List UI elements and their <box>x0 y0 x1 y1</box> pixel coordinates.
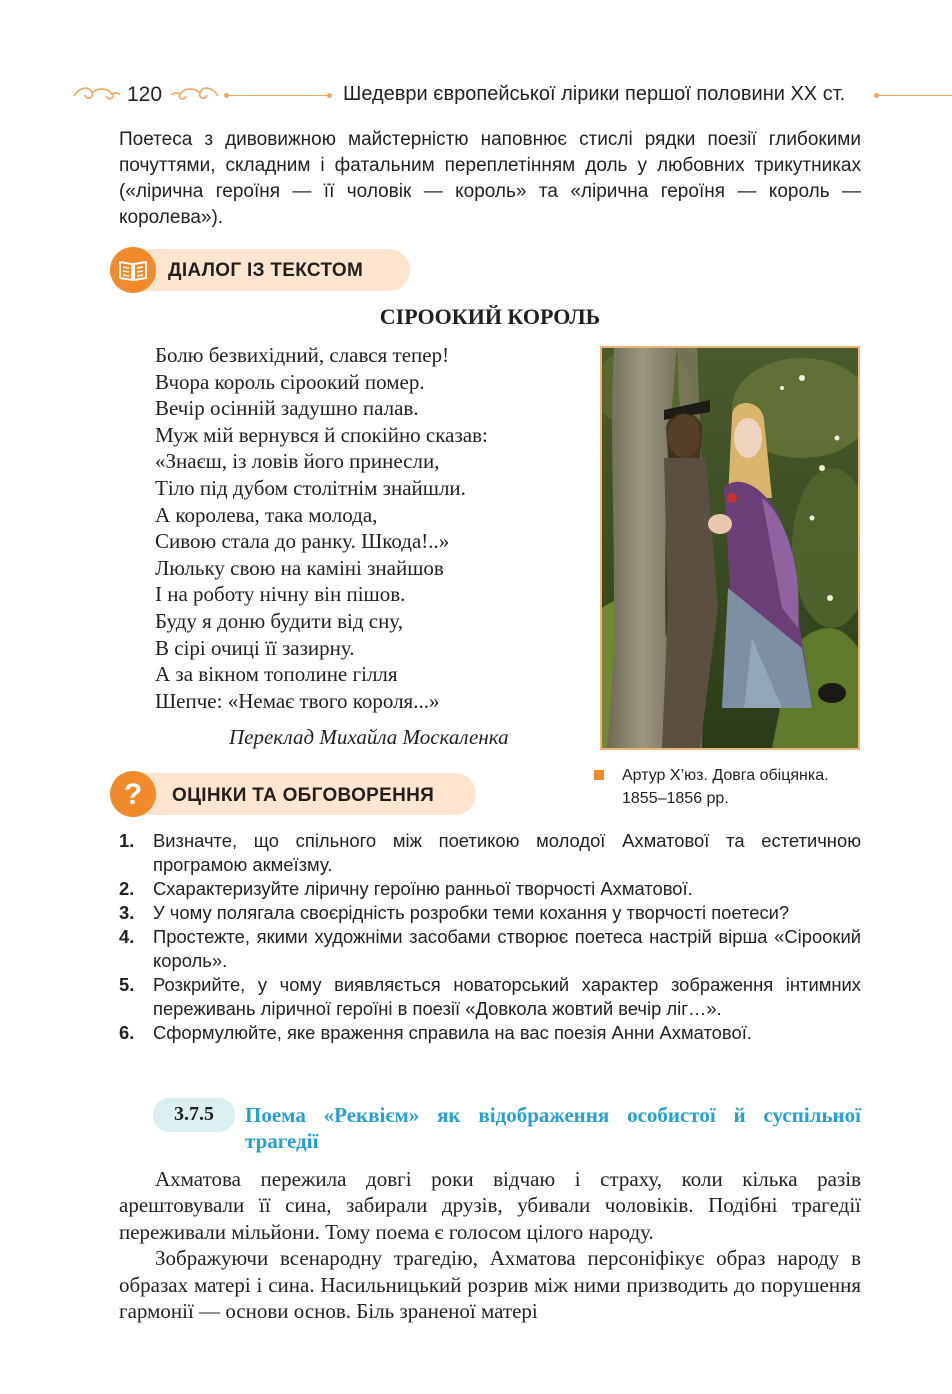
poem-line: І на роботу нічну він пішов. <box>155 582 406 607</box>
list-item <box>119 829 861 877</box>
question-text: У чому полягала своєрідність розробки теми кохання у творчості поетеси? <box>153 902 790 923</box>
painting-illustration <box>602 348 858 748</box>
painting-caption <box>622 764 829 810</box>
poem-line: Шепче: «Немає твого короля...» <box>155 688 440 713</box>
question-text: Сформулюйте, яке враження справила на вас поезія Анни Ахматової. <box>153 1022 752 1043</box>
poem-line: А королева, така молода, <box>155 502 378 527</box>
caption-marker <box>594 770 604 780</box>
question-mark-icon <box>110 771 156 817</box>
header-dot <box>327 93 332 98</box>
section-number-badge: 3.7.5 <box>153 1098 235 1132</box>
running-title: Шедеври європейської лірики першої половини ХХ ст. <box>343 83 846 105</box>
caption-title: Артур Х’юз. Довга обіцянка. <box>622 767 829 784</box>
discussion-section-label: ОЦІНКИ ТА ОБГОВОРЕННЯ <box>172 785 435 806</box>
open-book-icon <box>110 247 156 293</box>
poem-line: В сірі очиці її зазирну. <box>155 635 355 660</box>
list-item <box>119 925 861 973</box>
question-number: 1. <box>119 830 135 851</box>
body-paragraph: Зображуючи всенародну трагедію, Ахматова персоніфікує образ народу в образах матері і сина. Насильницький розрив між ними призводить до порушення гармонії — основи основ. Біль зраненої матері <box>119 1246 861 1324</box>
list-item <box>119 901 861 925</box>
list-item <box>119 973 861 1021</box>
right-ornament-icon <box>170 84 220 104</box>
list-item <box>119 877 861 901</box>
question-number: 4. <box>119 926 135 947</box>
question-number: 3. <box>119 902 135 923</box>
question-icon-badge <box>110 771 156 817</box>
list-item <box>119 1021 861 1045</box>
body-text <box>119 1166 861 1324</box>
question-text: Схарактеризуйте ліричну героїню ранньої творчості Ахматової. <box>153 878 693 899</box>
question-number: 5. <box>119 974 135 995</box>
poem-line: Вечір осінній задушно палав. <box>155 396 419 421</box>
book-icon-badge <box>110 247 156 293</box>
poem-line: «Знаєш, із ловів його принесли, <box>155 449 440 474</box>
body-paragraph: Ахматова пережила довгі роки відчаю і страху, коли кілька разів арештовували її сина, забирали друзів, убивали чоловіків. Подібні трагедії переживали мільйони. Тому поема є голосом цілого народу. <box>119 1167 861 1244</box>
question-number: 2. <box>119 878 135 899</box>
header-rule-left <box>229 95 329 96</box>
question-list <box>119 829 861 1045</box>
painting-image <box>600 346 860 750</box>
poem-title: СІРООКИЙ КОРОЛЬ <box>379 304 601 329</box>
poem-line: Вчора король сіроокий помер. <box>155 369 425 394</box>
intro-paragraph: Поетеса з дивовижною майстерністю наповнює стислі рядки поезії глибокими почуттями, складним і фатальним переплетінням доль у любовних трикутниках («лірична героїня — її чоловік — король» та «лірична героїня — король — королева»). <box>119 129 861 228</box>
section-title: Поема «Реквієм» як відображення особистої й суспільної трагедії <box>245 1103 861 1153</box>
poem-line: Муж мій вернувся й спокійно сказав: <box>155 422 488 447</box>
svg-text:?: ? <box>123 778 143 811</box>
question-number: 6. <box>119 1022 135 1043</box>
question-text: Простежте, якими художніми засобами створює поетеса настрій вірша «Сіроокий король». <box>153 926 861 971</box>
left-ornament-icon <box>72 84 122 104</box>
header-rule-right <box>879 95 952 96</box>
poem-line: Сивою стала до ранку. Шкода!..» <box>155 529 450 554</box>
poem-line: Болю безвихідний, слався тепер! <box>155 343 450 367</box>
question-text: Розкрийте, у чому виявляється новаторський характер зображення інтимних переживань ліричної героїні в поезії «Довкола жовтий вечір ліг…». <box>153 974 861 1019</box>
question-text: Визначте, що спільного між поетикою молодої Ахматової та естетичною програмою акмеїзму. <box>153 830 861 875</box>
poem-line: Люльку свою на каміні знайшов <box>155 555 444 580</box>
poem-body <box>155 342 488 714</box>
page-number: 120 <box>127 83 163 106</box>
translator-credit: Переклад Михайла Москаленка <box>229 725 509 749</box>
poem-line: Тіло під дубом столітнім знайшли. <box>155 475 466 500</box>
caption-date: 1855–1856 рр. <box>622 790 729 807</box>
poem-line: Буду я доню будити від сну, <box>155 608 403 633</box>
dialog-section-label: ДІАЛОГ ІЗ ТЕКСТОМ <box>168 260 364 281</box>
poem-line: А за вікном тополине гілля <box>155 662 398 687</box>
